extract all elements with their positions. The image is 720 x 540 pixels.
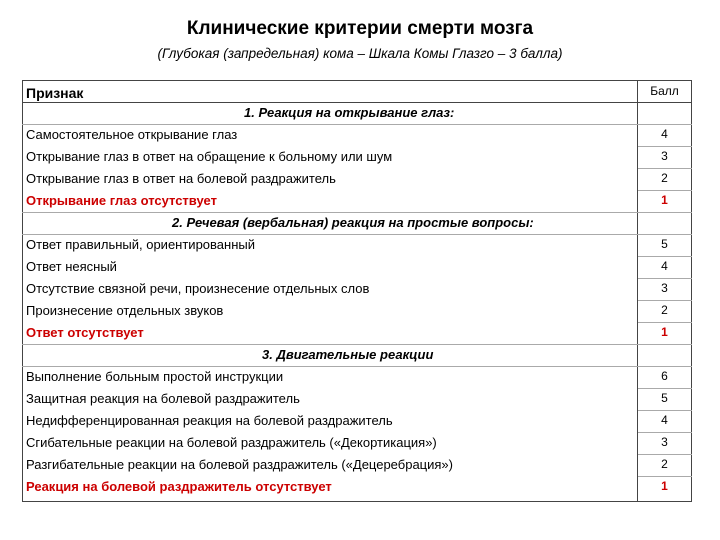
row-score: 3 [661, 281, 668, 295]
section-title-row [22, 212, 692, 234]
table-row [22, 322, 692, 344]
section-title-row [22, 344, 692, 366]
table-row [22, 476, 692, 498]
row-sign: Отсутствие связной речи, произнесение отдельных слов [26, 281, 370, 296]
row-sign: Выполнение больным простой инструкции [26, 369, 284, 384]
row-score: 3 [661, 149, 668, 163]
row-sign: Ответ правильный, ориентированный [26, 237, 255, 252]
row-score: 2 [661, 303, 668, 317]
row-sign: Открывание глаз в ответ на болевой раздражитель [26, 171, 336, 186]
table-row [22, 454, 692, 476]
criteria-table [22, 80, 692, 500]
row-sign: Реакция на болевой раздражитель отсутствует [26, 479, 332, 494]
row-score: 4 [661, 127, 668, 141]
row-sign: Открывание глаз в ответ на обращение к больному или шум [26, 149, 393, 164]
table-row [22, 366, 692, 388]
row-sign: Недифференцированная реакция на болевой раздражитель [26, 413, 393, 428]
section-title: 3. Двигательные реакции [262, 347, 434, 362]
section-title-row [22, 102, 692, 124]
table-row [22, 168, 692, 190]
table-row [22, 388, 692, 410]
table-row [22, 432, 692, 454]
table-row [22, 124, 692, 146]
row-sign: Открывание глаз отсутствует [26, 193, 217, 208]
row-sign: Самостоятельное открывание глаз [26, 127, 238, 142]
row-score: 3 [661, 435, 668, 449]
row-sign: Произнесение отдельных звуков [26, 303, 224, 318]
header-sign: Признак [26, 85, 84, 101]
row-score: 1 [661, 193, 668, 207]
page-title: Клинические критерии смерти мозга [186, 18, 534, 39]
row-score: 5 [661, 391, 668, 405]
table-row [22, 146, 692, 168]
row-score: 4 [661, 413, 668, 427]
row-score: 1 [661, 325, 668, 339]
table-row [22, 300, 692, 322]
row-sign: Защитная реакция на болевой раздражитель [26, 391, 300, 406]
row-sign: Сгибательные реакции на болевой раздражитель («Декортикация») [26, 435, 437, 450]
row-sign: Ответ отсутствует [26, 325, 144, 340]
table-row [22, 278, 692, 300]
row-score: 6 [661, 369, 668, 383]
row-sign: Ответ неясный [26, 259, 117, 274]
page-subtitle: (Глубокая (запредельная) кома – Шкала Комы Глазго – 3 балла) [157, 46, 563, 61]
row-score: 1 [661, 479, 668, 493]
row-score: 2 [661, 171, 668, 185]
row-sign: Разгибательные реакции на болевой раздражитель («Децеребрация») [26, 457, 453, 472]
row-score: 4 [661, 259, 668, 273]
section-title: 1. Реакция на открывание глаз: [244, 105, 455, 120]
header-score: Балл [650, 84, 679, 98]
row-score: 2 [661, 457, 668, 471]
table-row [22, 410, 692, 432]
table-row [22, 190, 692, 212]
table-header-row [22, 80, 692, 102]
table-row [22, 256, 692, 278]
table-row [22, 234, 692, 256]
section-title: 2. Речевая (вербальная) реакция на простые вопросы: [172, 215, 534, 230]
row-score: 5 [661, 237, 668, 251]
